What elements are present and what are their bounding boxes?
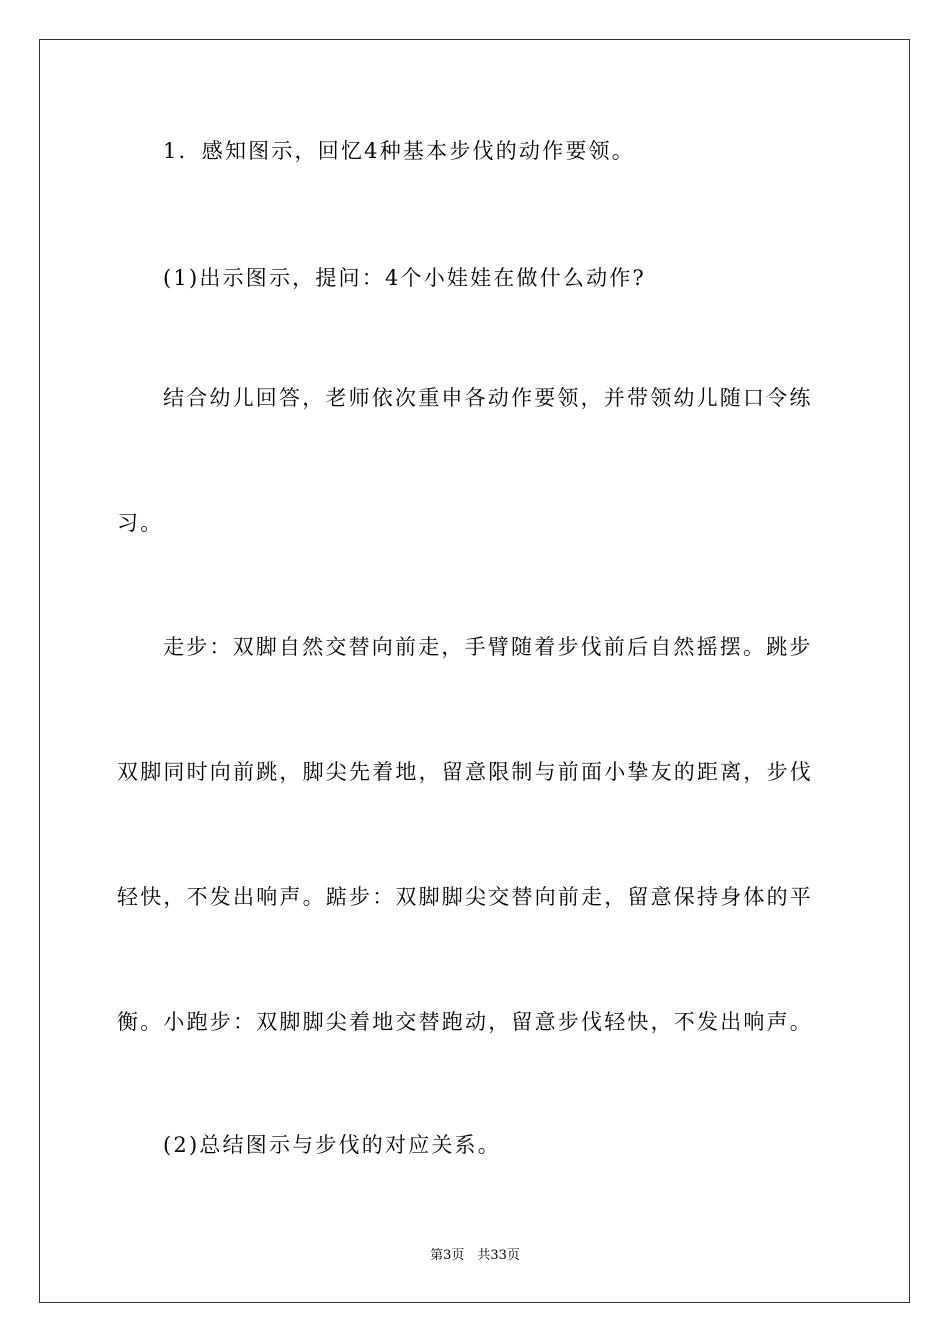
paragraph-line: (2)总结图示与步伐的对应关系。 [163, 1133, 501, 1157]
paragraph-line: 习。 [117, 511, 164, 535]
paragraph-line: 结合幼儿回答，老师依次重申各动作要领，并带领幼儿随口令练 [163, 386, 813, 410]
paragraph-line: 1．感知图示，回忆4种基本步伐的动作要领。 [163, 139, 635, 163]
page-number-footer: 第3页 共33页 [430, 1248, 520, 1263]
paragraph-line: 轻快，不发出响声。踮步：双脚脚尖交替向前走，留意保持身体的平 [117, 885, 813, 909]
paragraph-line: 衡。小跑步：双脚脚尖着地交替跑动，留意步伐轻快，不发出响声。 [117, 1010, 813, 1034]
paragraph-line: (1)出示图示，提问：4个小娃娃在做什么动作? [163, 266, 646, 290]
paragraph-line: 走步：双脚自然交替向前走，手臂随着步伐前后自然摇摆。跳步 [163, 635, 813, 659]
page-border [39, 39, 910, 1303]
paragraph-line: 双脚同时向前跳，脚尖先着地，留意限制与前面小挚友的距离，步伐 [117, 760, 813, 784]
